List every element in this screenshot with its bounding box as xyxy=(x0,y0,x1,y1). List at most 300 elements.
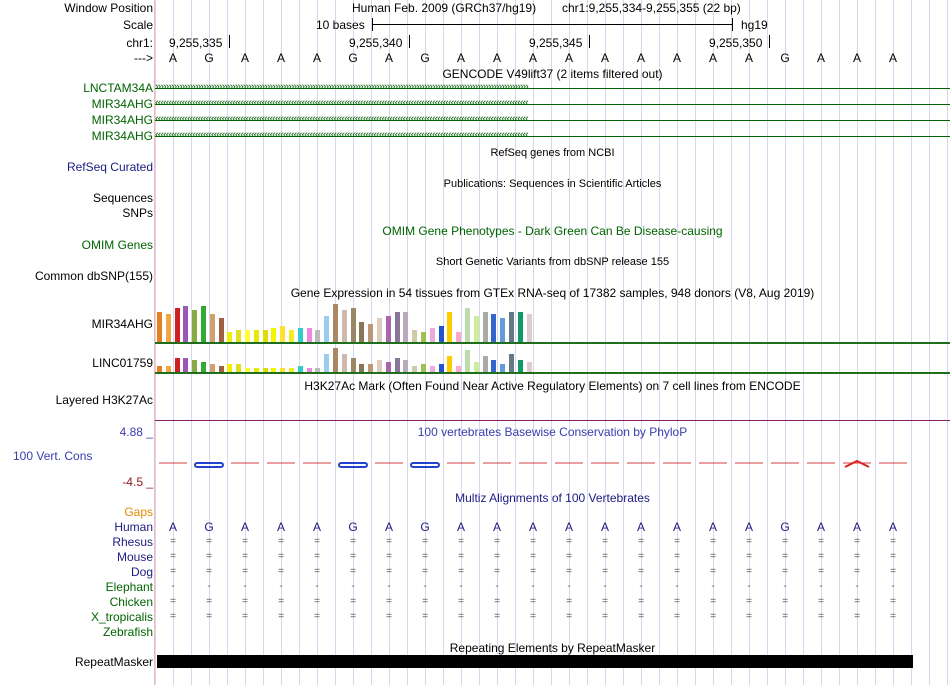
multiz-alignment-base: = xyxy=(746,551,752,562)
gtex-tissue-bar[interactable] xyxy=(386,316,391,342)
ruler-tick xyxy=(769,35,770,48)
gtex-tissue-bar[interactable] xyxy=(518,312,523,342)
sequence-base: A xyxy=(384,51,393,65)
gtex-tissue-bar[interactable] xyxy=(377,360,382,372)
multiz-alignment-base: A xyxy=(312,520,321,534)
multiz-alignment-base: = xyxy=(422,536,428,547)
multiz-alignment-base: - xyxy=(351,581,355,592)
multiz-alignment-base: = xyxy=(710,566,716,577)
sequence-base: G xyxy=(204,51,214,65)
multiz-alignment-base: = xyxy=(170,551,176,562)
multiz-alignment-base: - xyxy=(171,581,175,592)
multiz-alignment-base: = xyxy=(350,611,356,622)
gtex-tissue-bar[interactable] xyxy=(333,348,338,372)
multiz-species-label[interactable]: Human xyxy=(114,520,153,534)
multiz-alignment-base: = xyxy=(566,611,572,622)
multiz-alignment-base: = xyxy=(602,551,608,562)
gtex-tissue-bar[interactable] xyxy=(518,360,523,372)
multiz-alignment-base: G xyxy=(780,520,790,534)
sequence-base: A xyxy=(708,51,717,65)
multiz-alignment-base: = xyxy=(746,536,752,547)
phylop-min-label: -4.5 _ xyxy=(122,475,153,489)
multiz-alignment-base: = xyxy=(206,611,212,622)
scale-bar-left-tick xyxy=(372,18,373,31)
multiz-alignment-base: = xyxy=(206,596,212,607)
multiz-alignment-base: = xyxy=(278,551,284,562)
multiz-alignment-base: = xyxy=(314,566,320,577)
multiz-alignment-base: = xyxy=(278,536,284,547)
gtex-tissue-bar[interactable] xyxy=(439,326,444,342)
gtex-tissue-bar[interactable] xyxy=(254,330,259,342)
gtex-tissue-bar[interactable] xyxy=(210,364,215,372)
window-position-label: Window Position xyxy=(64,1,153,15)
multiz-alignment-base: = xyxy=(242,551,248,562)
gtex-tissue-bar[interactable] xyxy=(201,362,206,372)
gtex-tissue-bar[interactable] xyxy=(509,354,514,372)
sequence-base: A xyxy=(312,51,321,65)
sequence-base: A xyxy=(528,51,537,65)
gencode-strand-arrows: ‹‹‹‹‹‹‹‹‹‹‹‹‹‹‹‹‹‹‹‹‹‹‹‹‹‹‹‹‹‹‹‹‹‹‹‹‹‹‹‹‹‹‹‹‹‹‹‹‹‹‹‹‹‹‹‹‹‹‹‹‹‹‹‹‹‹‹‹‹‹‹‹‹‹‹‹‹‹‹‹‹‹‹‹‹‹‹‹‹‹‹‹‹‹‹‹‹‹‹‹‹‹‹‹‹‹‹‹‹‹‹‹‹‹‹‹‹‹‹‹‹‹‹‹‹‹‹‹‹‹‹‹‹‹‹‹‹‹‹‹ xyxy=(155,129,528,141)
sequence-base: A xyxy=(564,51,573,65)
gtex-tissue-bar[interactable] xyxy=(430,328,435,342)
multiz-alignment-base: = xyxy=(890,551,896,562)
refseq-track-title[interactable]: RefSeq genes from NCBI xyxy=(490,147,615,159)
gtex-tissue-bar[interactable] xyxy=(421,332,426,342)
multiz-track-title[interactable]: Multiz Alignments of 100 Vertebrates xyxy=(455,491,650,505)
multiz-alignment-base: = xyxy=(818,536,824,547)
gtex-tissue-bar[interactable] xyxy=(500,364,505,372)
gtex-tissue-bar[interactable] xyxy=(236,330,241,342)
multiz-alignment-base: = xyxy=(278,566,284,577)
gtex-tissue-bar[interactable] xyxy=(491,314,496,342)
multiz-alignment-base: A xyxy=(816,520,825,534)
sequence-base: A xyxy=(168,51,177,65)
multiz-alignment-base: = xyxy=(386,596,392,607)
gtex-tissue-bar[interactable] xyxy=(456,332,461,342)
multiz-alignment-base: = xyxy=(206,536,212,547)
gtex-tissue-bar[interactable] xyxy=(447,356,452,372)
gtex-gene-mir34ahg-label[interactable]: MIR34AHG xyxy=(91,317,153,331)
ruler-position-label: 9,255,350 xyxy=(709,36,763,50)
multiz-alignment-base: G xyxy=(204,520,214,534)
multiz-alignment-base: = xyxy=(674,551,680,562)
multiz-alignment-base: = xyxy=(314,536,320,547)
multiz-alignment-base: = xyxy=(350,551,356,562)
multiz-species-label[interactable]: Mouse xyxy=(116,550,153,564)
h3k27ac-signal-line xyxy=(155,420,950,421)
multiz-alignment-base: = xyxy=(710,536,716,547)
multiz-alignment-base: - xyxy=(783,581,787,592)
h3k27ac-label[interactable]: Layered H3K27Ac xyxy=(55,393,153,407)
sequence-base: A xyxy=(240,51,249,65)
gtex-tissue-bar[interactable] xyxy=(439,364,444,372)
ruler-position-label: 9,255,345 xyxy=(529,36,583,50)
gtex-bars-linc01759[interactable] xyxy=(155,346,535,372)
gtex-tissue-bar[interactable] xyxy=(315,330,320,342)
gencode-track-title[interactable]: GENCODE V49lift37 (2 items filtered out) xyxy=(442,67,663,81)
multiz-alignment-base: = xyxy=(566,536,572,547)
sequence-base: A xyxy=(816,51,825,65)
gtex-tissue-bar[interactable] xyxy=(359,364,364,372)
gtex-tissue-bar[interactable] xyxy=(474,362,479,372)
gtex-tissue-bar[interactable] xyxy=(465,308,470,342)
publications-track-title[interactable]: Publications: Sequences in Scientific Articles xyxy=(443,178,662,190)
multiz-alignment-base: = xyxy=(458,536,464,547)
gtex-tissue-bar[interactable] xyxy=(447,312,452,342)
multiz-alignment-base: = xyxy=(314,611,320,622)
multiz-alignment-base: = xyxy=(638,536,644,547)
multiz-alignment-base: = xyxy=(746,596,752,607)
gtex-tissue-bar[interactable] xyxy=(483,312,488,342)
phylop-conserved-mark xyxy=(339,463,367,467)
multiz-alignment-base: - xyxy=(387,581,391,592)
multiz-alignment-base: = xyxy=(458,551,464,562)
multiz-alignment-base: - xyxy=(567,581,571,592)
multiz-alignment-base: = xyxy=(242,566,248,577)
sequence-base: A xyxy=(636,51,645,65)
sequence-base: A xyxy=(744,51,753,65)
position-text: chr1:9,255,334-9,255,355 (22 bp) xyxy=(562,1,741,15)
multiz-alignment-base: = xyxy=(638,566,644,577)
multiz-alignment-base: = xyxy=(602,596,608,607)
gtex-tissue-bar[interactable] xyxy=(183,358,188,372)
gtex-tissue-bar[interactable] xyxy=(368,364,373,372)
multiz-alignment-base: = xyxy=(278,596,284,607)
multiz-alignment-base: A xyxy=(708,520,717,534)
db-text: hg19 xyxy=(741,18,768,32)
gtex-tissue-bar[interactable] xyxy=(491,360,496,372)
phylop-signal xyxy=(155,455,950,475)
gencode-item-label[interactable]: MIR34AHG xyxy=(91,113,153,127)
multiz-alignment-base: = xyxy=(458,596,464,607)
gtex-tissue-bar[interactable] xyxy=(201,306,206,342)
multiz-alignment-base: = xyxy=(242,596,248,607)
multiz-gaps-label[interactable]: Gaps xyxy=(124,505,153,519)
multiz-alignment-base: = xyxy=(710,551,716,562)
scale-label: Scale xyxy=(122,18,153,32)
gtex-tissue-bar[interactable] xyxy=(227,364,232,372)
multiz-alignment-base: = xyxy=(530,566,536,577)
multiz-alignment-base: = xyxy=(818,551,824,562)
multiz-alignment-base: = xyxy=(782,536,788,547)
multiz-alignment-base: = xyxy=(674,536,680,547)
gtex-tissue-bar[interactable] xyxy=(527,362,532,372)
scale-bar xyxy=(372,24,732,25)
gtex-tissue-bar[interactable] xyxy=(395,312,400,342)
gtex-tissue-bar[interactable] xyxy=(527,314,532,342)
multiz-alignment-base: = xyxy=(350,536,356,547)
multiz-alignment-base: = xyxy=(170,536,176,547)
gencode-item-label[interactable]: LNCTAM34A xyxy=(83,81,153,95)
gtex-tissue-bar[interactable] xyxy=(210,314,215,342)
sequence-base: A xyxy=(492,51,501,65)
multiz-alignment-base: = xyxy=(530,611,536,622)
multiz-alignment-base: = xyxy=(530,596,536,607)
multiz-alignment-base: = xyxy=(710,611,716,622)
multiz-alignment-base: = xyxy=(494,536,500,547)
multiz-alignment-base: = xyxy=(566,596,572,607)
multiz-alignment-base: = xyxy=(206,551,212,562)
multiz-alignment-base: = xyxy=(350,566,356,577)
multiz-alignment-base: A xyxy=(636,520,645,534)
ruler-tick xyxy=(589,35,590,48)
gtex-tissue-bar[interactable] xyxy=(483,356,488,372)
gtex-tissue-bar[interactable] xyxy=(342,310,347,342)
gtex-tissue-bar[interactable] xyxy=(465,350,470,372)
gtex-tissue-bar[interactable] xyxy=(500,318,505,342)
gtex-tissue-bar[interactable] xyxy=(403,312,408,342)
multiz-alignment-base: = xyxy=(782,596,788,607)
multiz-alignment-base: = xyxy=(638,551,644,562)
gtex-tissue-bar[interactable] xyxy=(271,328,276,342)
gtex-tissue-bar[interactable] xyxy=(175,308,180,342)
multiz-alignment-base: = xyxy=(530,536,536,547)
gtex-track-title[interactable]: Gene Expression in 54 tissues from GTEx RNA-seq of 17382 samples, 948 donors (V8, Aug 2019) xyxy=(290,286,815,300)
multiz-alignment-base: - xyxy=(495,581,499,592)
multiz-alignment-base: - xyxy=(423,581,427,592)
gtex-tissue-bar[interactable] xyxy=(368,324,373,342)
gtex-tissue-bar[interactable] xyxy=(175,358,180,372)
multiz-alignment-base: = xyxy=(386,551,392,562)
multiz-alignment-base: - xyxy=(675,581,679,592)
multiz-alignment-base: = xyxy=(854,566,860,577)
gtex-tissue-bar[interactable] xyxy=(324,354,329,372)
sequence-base: A xyxy=(456,51,465,65)
assembly-text: Human Feb. 2009 (GRCh37/hg19) xyxy=(352,1,537,15)
omim-track-title[interactable]: OMIM Gene Phenotypes - Dark Green Can Be Disease-causing xyxy=(382,224,723,238)
gtex-tissue-bar[interactable] xyxy=(298,328,303,342)
multiz-alignment-base: = xyxy=(818,566,824,577)
phylop-max-label: 4.88 _ xyxy=(119,425,153,439)
phylop-conserved-mark xyxy=(195,463,223,467)
ruler-tick xyxy=(409,35,410,48)
multiz-species-label[interactable]: Rhesus xyxy=(112,535,153,549)
gtex-tissue-bar[interactable] xyxy=(333,304,338,342)
sequence-base: A xyxy=(852,51,861,65)
gtex-baseline xyxy=(155,372,950,374)
gtex-tissue-bar[interactable] xyxy=(157,312,162,342)
multiz-alignment-base: A xyxy=(600,520,609,534)
multiz-alignment-base: - xyxy=(207,581,211,592)
multiz-alignment-base: = xyxy=(386,611,392,622)
phylop-score-peak xyxy=(845,461,869,467)
multiz-alignment-base: = xyxy=(890,596,896,607)
gtex-tissue-bar[interactable] xyxy=(395,358,400,372)
sequence-base: G xyxy=(348,51,358,65)
gtex-tissue-bar[interactable] xyxy=(307,328,312,342)
multiz-alignment-base: = xyxy=(602,611,608,622)
multiz-species-label[interactable]: Chicken xyxy=(109,595,153,609)
ruler-tick xyxy=(229,35,230,48)
multiz-alignment-base: = xyxy=(350,596,356,607)
gtex-tissue-bar[interactable] xyxy=(386,362,391,372)
multiz-alignment-base: - xyxy=(891,581,895,592)
h3k27ac-track-title[interactable]: H3K27Ac Mark (Often Found Near Active Regulatory Elements) on 7 cell lines from ENCODE xyxy=(304,379,801,393)
sequence-base: A xyxy=(672,51,681,65)
multiz-species-label[interactable]: Dog xyxy=(130,565,153,579)
dbsnp-track-title[interactable]: Short Genetic Variants from dbSNP release 155 xyxy=(435,256,670,268)
gtex-tissue-bar[interactable] xyxy=(192,360,197,372)
multiz-alignment-base: A xyxy=(384,520,393,534)
sequence-base: G xyxy=(420,51,430,65)
multiz-alignment-base: = xyxy=(854,611,860,622)
publications-sequences-label[interactable]: Sequences xyxy=(92,191,153,205)
multiz-alignment-base: = xyxy=(386,536,392,547)
gtex-tissue-bar[interactable] xyxy=(509,312,514,342)
gencode-item-label[interactable]: MIR34AHG xyxy=(91,97,153,111)
multiz-alignment-base: = xyxy=(674,596,680,607)
multiz-alignment-base: = xyxy=(458,566,464,577)
gtex-tissue-bar[interactable] xyxy=(236,364,241,372)
phylop-conserved-mark xyxy=(411,463,439,467)
multiz-alignment-base: = xyxy=(782,551,788,562)
multiz-alignment-base: = xyxy=(602,566,608,577)
repeatmasker-element[interactable] xyxy=(157,655,913,668)
multiz-species-label[interactable]: Elephant xyxy=(105,580,153,594)
multiz-alignment-base: = xyxy=(422,551,428,562)
multiz-alignment-base: G xyxy=(348,520,358,534)
multiz-alignment-base: = xyxy=(890,611,896,622)
gencode-item-label[interactable]: MIR34AHG xyxy=(91,129,153,143)
multiz-alignment-base: G xyxy=(420,520,430,534)
gtex-tissue-bar[interactable] xyxy=(474,316,479,342)
multiz-alignment-base: A xyxy=(888,520,897,534)
multiz-alignment-base: = xyxy=(170,611,176,622)
multiz-alignment-base: - xyxy=(531,581,535,592)
gencode-strand-arrows: ‹‹‹‹‹‹‹‹‹‹‹‹‹‹‹‹‹‹‹‹‹‹‹‹‹‹‹‹‹‹‹‹‹‹‹‹‹‹‹‹‹‹‹‹‹‹‹‹‹‹‹‹‹‹‹‹‹‹‹‹‹‹‹‹‹‹‹‹‹‹‹‹‹‹‹‹‹‹‹‹‹‹‹‹‹‹‹‹‹‹‹‹‹‹‹‹‹‹‹‹‹‹‹‹‹‹‹‹‹‹‹‹‹‹‹‹‹‹‹‹‹‹‹‹‹‹‹‹‹‹‹‹‹‹‹‹‹‹‹‹ xyxy=(155,113,528,125)
sequence-base: A xyxy=(888,51,897,65)
multiz-alignment-base: - xyxy=(459,581,463,592)
gtex-tissue-bar[interactable] xyxy=(324,316,329,342)
multiz-alignment-base: A xyxy=(672,520,681,534)
multiz-alignment-base: - xyxy=(315,581,319,592)
multiz-alignment-base: = xyxy=(782,566,788,577)
multiz-alignment-base: = xyxy=(638,596,644,607)
multiz-alignment-base: - xyxy=(855,581,859,592)
multiz-alignment-base: - xyxy=(603,581,607,592)
multiz-alignment-base: A xyxy=(528,520,537,534)
multiz-alignment-base: A xyxy=(492,520,501,534)
phylop-track-title[interactable]: 100 vertebrates Basewise Conservation by PhyloP xyxy=(417,425,688,439)
multiz-alignment-base: = xyxy=(890,566,896,577)
phylop-label[interactable]: 100 Vert. Cons xyxy=(13,449,93,463)
gtex-tissue-bar[interactable] xyxy=(359,322,364,342)
ruler-position-label: 9,255,335 xyxy=(169,36,223,50)
sequence-base: A xyxy=(600,51,609,65)
multiz-alignment-base: A xyxy=(744,520,753,534)
multiz-alignment-base: = xyxy=(566,551,572,562)
multiz-alignment-base: = xyxy=(242,611,248,622)
multiz-alignment-base: = xyxy=(710,596,716,607)
dbsnp-label[interactable]: Common dbSNP(155) xyxy=(34,269,153,283)
multiz-alignment-base: - xyxy=(639,581,643,592)
chr-label: chr1: xyxy=(126,36,153,50)
omim-label[interactable]: OMIM Genes xyxy=(81,238,153,252)
multiz-alignment-base: - xyxy=(243,581,247,592)
publications-snps-label[interactable]: SNPs xyxy=(122,206,153,220)
gtex-tissue-bar[interactable] xyxy=(403,360,408,372)
multiz-alignment-base: = xyxy=(674,611,680,622)
multiz-alignment-base: = xyxy=(854,536,860,547)
gtex-tissue-bar[interactable] xyxy=(342,354,347,372)
repeatmasker-label[interactable]: RepeatMasker xyxy=(74,655,153,669)
gtex-tissue-bar[interactable] xyxy=(351,358,356,372)
multiz-alignment-base: = xyxy=(170,566,176,577)
multiz-alignment-base: = xyxy=(746,566,752,577)
multiz-species-label[interactable]: Zebrafish xyxy=(102,625,153,639)
multiz-alignment-base: = xyxy=(530,551,536,562)
multiz-alignment-base: = xyxy=(854,596,860,607)
scale-text: 10 bases xyxy=(316,18,365,32)
multiz-alignment-base: A xyxy=(564,520,573,534)
multiz-alignment-base: A xyxy=(276,520,285,534)
refseq-label[interactable]: RefSeq Curated xyxy=(66,160,153,174)
multiz-alignment-base: = xyxy=(782,611,788,622)
multiz-alignment-base: A xyxy=(852,520,861,534)
multiz-alignment-base: A xyxy=(168,520,177,534)
multiz-alignment-base: = xyxy=(746,611,752,622)
ruler-position-label: 9,255,340 xyxy=(349,36,403,50)
gtex-tissue-bar[interactable] xyxy=(351,308,356,342)
multiz-alignment-base: = xyxy=(422,611,428,622)
strand-arrow-label: ---> xyxy=(134,51,153,65)
multiz-alignment-base: = xyxy=(494,596,500,607)
gtex-tissue-bar[interactable] xyxy=(412,330,417,342)
gtex-baseline xyxy=(155,342,950,344)
multiz-alignment-base: - xyxy=(819,581,823,592)
gtex-tissue-bar[interactable] xyxy=(219,318,224,342)
multiz-alignment-base: = xyxy=(242,536,248,547)
multiz-alignment-base: = xyxy=(602,536,608,547)
multiz-alignment-base: - xyxy=(279,581,283,592)
multiz-alignment-base: = xyxy=(818,596,824,607)
sequence-base: G xyxy=(780,51,790,65)
gtex-tissue-bar[interactable] xyxy=(289,330,294,342)
multiz-alignment-base: = xyxy=(818,611,824,622)
gtex-tissue-bar[interactable] xyxy=(263,330,268,342)
multiz-alignment-base: = xyxy=(206,566,212,577)
gtex-tissue-bar[interactable] xyxy=(377,318,382,342)
scale-bar-right-tick xyxy=(732,18,733,31)
multiz-alignment-base: = xyxy=(170,596,176,607)
gtex-bars-mir34ahg[interactable] xyxy=(155,301,535,342)
gtex-tissue-bar[interactable] xyxy=(183,306,188,342)
gtex-tissue-bar[interactable] xyxy=(280,326,285,342)
multiz-alignment-base: = xyxy=(386,566,392,577)
repeatmasker-track-title[interactable]: Repeating Elements by RepeatMasker xyxy=(449,641,656,655)
multiz-alignment-base: = xyxy=(422,596,428,607)
multiz-alignment-base: = xyxy=(494,611,500,622)
gencode-strand-arrows: ›››››››››››››››››››››››››››››››››››››››››››››››››››››››››››››››››››››››››››››››››››››››››››››››››››››››››››››››››››››››››››››››››››››››››››› xyxy=(155,81,528,93)
multiz-alignment-base: - xyxy=(711,581,715,592)
gtex-tissue-bar[interactable] xyxy=(245,330,250,342)
multiz-alignment-base: A xyxy=(456,520,465,534)
multiz-alignment-base: = xyxy=(494,566,500,577)
multiz-alignment-base: A xyxy=(240,520,249,534)
gtex-tissue-bar[interactable] xyxy=(421,364,426,372)
gtex-tissue-bar[interactable] xyxy=(192,310,197,342)
gtex-tissue-bar[interactable] xyxy=(227,332,232,342)
multiz-alignment-base: = xyxy=(458,611,464,622)
multiz-alignment-base: = xyxy=(854,551,860,562)
gtex-tissue-bar[interactable] xyxy=(166,314,171,342)
gencode-strand-arrows: ‹‹‹‹‹‹‹‹‹‹‹‹‹‹‹‹‹‹‹‹‹‹‹‹‹‹‹‹‹‹‹‹‹‹‹‹‹‹‹‹‹‹‹‹‹‹‹‹‹‹‹‹‹‹‹‹‹‹‹‹‹‹‹‹‹‹‹‹‹‹‹‹‹‹‹‹‹‹‹‹‹‹‹‹‹‹‹‹‹‹‹‹‹‹‹‹‹‹‹‹‹‹‹‹‹‹‹‹‹‹‹‹‹‹‹‹‹‹‹‹‹‹‹‹‹‹‹‹‹‹‹‹‹‹‹‹‹‹‹‹ xyxy=(155,97,528,109)
multiz-alignment-base: - xyxy=(747,581,751,592)
multiz-species-label[interactable]: X_tropicalis xyxy=(90,610,153,624)
multiz-alignment-base: = xyxy=(566,566,572,577)
gtex-gene-linc01759-label[interactable]: LINC01759 xyxy=(92,356,153,370)
multiz-alignment-base: = xyxy=(494,551,500,562)
